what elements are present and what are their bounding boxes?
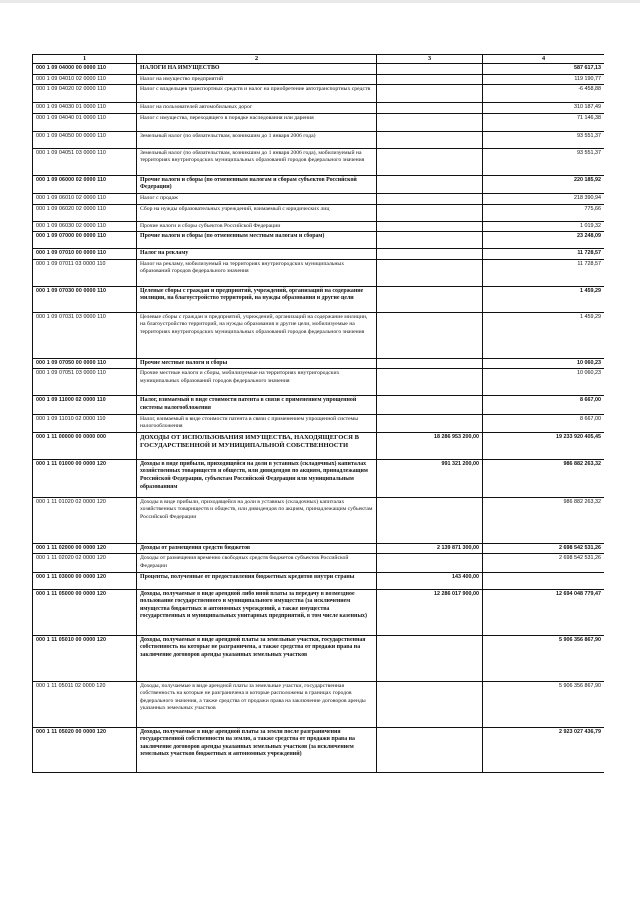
table-row [33,396,605,414]
planned-amount-cell [377,497,483,543]
classification-code-cell: 000 1 11 02000 00 0000 120 [33,543,137,554]
item-name-cell: Целевые сборы с граждан и предприятий, учреждений, организаций на содержание милиции, на благоустройство территорий, на нужды образования и другие цели, мобилизуемые на территориях внутригородских муниципальных образований городов федерального значения [137,312,377,358]
planned-amount-cell [377,681,483,727]
classification-code-cell: 000 1 09 04051 03 0000 110 [33,148,137,175]
classification-code-cell: 000 1 09 07051 03 0000 110 [33,369,137,396]
item-name-cell: Доходы, получаемые в виде арендной платы за земельные участки, государственная собственность на которые не разграничена и которые расположены в границах городов федерального значения, а также средства от продажи права на заключение договоров аренды указанных земельных участков [137,681,377,727]
table-row [33,221,605,232]
classification-code-cell: 000 1 09 04050 00 0000 110 [33,131,137,148]
classification-code-cell: 000 1 09 11010 02 0000 110 [33,414,137,432]
item-name-cell: Доходы, получаемые в виде арендной платы за земли после разграничения государственной собственности на землю, а также средства от продажи права на заключение договоров аренды указанных земельных участков (за исключением земельных участков бюджетных и автономных учреждений) [137,727,377,772]
actual-amount-cell: 1 459,29 [483,286,605,312]
planned-amount-cell [377,635,483,681]
item-name-cell: Прочие местные налоги и сборы, мобилизуемые на территориях внутригородских муниципальных образований городов федерального значения [137,369,377,396]
item-name-cell: Доходы от размещения временно свободных средств бюджетов субъектов Российской Федерации [137,554,377,572]
classification-code-cell: 000 1 11 01000 00 0000 120 [33,459,137,497]
item-name-cell: Прочие налоги и сборы субъектов Российской Федерации [137,221,377,232]
scan-top-edge [0,0,640,3]
planned-amount-cell [377,148,483,175]
planned-amount-cell: 143 400,00 [377,572,483,589]
column-header: 4 [483,55,605,64]
planned-amount-cell [377,64,483,75]
actual-amount-cell: -6 458,88 [483,85,605,103]
planned-amount-cell [377,175,483,193]
planned-amount-cell [377,396,483,414]
classification-code-cell: 000 1 09 04030 01 0000 110 [33,103,137,114]
item-name-cell: Целевые сборы с граждан и предприятий, учреждений, организаций на содержание милиции, на благоустройство территорий, на нужды образования и другие цели [137,286,377,312]
planned-amount-cell [377,85,483,103]
table-row [33,497,605,543]
actual-amount-cell: 2 698 542 531,26 [483,554,605,572]
item-name-cell: НАЛОГИ НА ИМУЩЕСТВО [137,64,377,75]
table-row [33,432,605,459]
classification-code-cell: 000 1 11 02020 02 0000 120 [33,554,137,572]
actual-amount-cell: 8 667,00 [483,396,605,414]
planned-amount-cell [377,369,483,396]
column-header: 1 [33,55,137,64]
classification-code-cell: 000 1 11 05011 02 0000 120 [33,681,137,727]
table-row [33,589,605,635]
table-row [33,85,605,103]
item-name-cell: Налог на рекламу [137,249,377,260]
actual-amount-cell: 2 698 542 531,26 [483,543,605,554]
classification-code-cell: 000 1 09 07050 00 0000 110 [33,358,137,369]
table-row [33,232,605,249]
planned-amount-cell: 18 286 953 200,00 [377,432,483,459]
table-row [33,358,605,369]
actual-amount-cell: 986 882 263,32 [483,497,605,543]
actual-amount-cell: 12 694 048 779,47 [483,589,605,635]
actual-amount-cell: 23 248,09 [483,232,605,249]
actual-amount-cell: 775,66 [483,204,605,221]
planned-amount-cell [377,74,483,85]
item-name-cell: Земельный налог (по обязательствам, возникшим до 1 января 2006 года), мобилизуемый на территориях внутригородских муниципальных образований городов федерального значения [137,148,377,175]
table-row [33,259,605,286]
actual-amount-cell: 1 019,32 [483,221,605,232]
item-name-cell: Земельный налог (по обязательствам, возникшим до 1 января 2006 года) [137,131,377,148]
item-name-cell: Налог с продаж [137,193,377,204]
table-row [33,286,605,312]
planned-amount-cell [377,312,483,358]
actual-amount-cell: 310 187,49 [483,103,605,114]
planned-amount-cell: 12 286 017 900,00 [377,589,483,635]
table-row [33,543,605,554]
table-row [33,635,605,681]
table-row [33,554,605,572]
item-name-cell: Прочие местные налоги и сборы [137,358,377,369]
table-row [33,64,605,75]
actual-amount-cell: 11 728,57 [483,259,605,286]
planned-amount-cell [377,414,483,432]
table-row [33,193,605,204]
item-name-cell: Прочие налоги и сборы (по отмененным налогам и сборам субъектов Российской Федерации) [137,175,377,193]
classification-code-cell: 000 1 09 06020 02 0000 110 [33,204,137,221]
item-name-cell: Налог на имущество предприятий [137,74,377,85]
item-name-cell: Доходы в виде прибыли, приходящейся на доли в уставных (складочных) капиталах хозяйственных товариществ и обществ, или дивидендов по акциям, принадлежащим субъектам Российской Федерации [137,497,377,543]
actual-amount-cell: 93 551,37 [483,148,605,175]
table-row [33,369,605,396]
table-row [33,103,605,114]
classification-code-cell: 000 1 09 07030 00 0000 110 [33,286,137,312]
planned-amount-cell [377,221,483,232]
planned-amount-cell [377,204,483,221]
item-name-cell: Налог на рекламу, мобилизуемый на территориях внутригородских муниципальных образований городов федерального значения [137,259,377,286]
classification-code-cell: 000 1 09 06010 02 0000 110 [33,193,137,204]
planned-amount-cell [377,131,483,148]
classification-code-cell: 000 1 09 04000 00 0000 110 [33,64,137,75]
actual-amount-cell: 5 906 356 867,90 [483,635,605,681]
classification-code-cell: 000 1 11 00000 00 0000 000 [33,432,137,459]
actual-amount-cell: 2 923 027 436,79 [483,727,605,772]
item-name-cell: Проценты, полученные от предоставления бюджетных кредитов внутри страны [137,572,377,589]
actual-amount-cell: 119 190,77 [483,74,605,85]
actual-amount-cell: 19 233 920 405,45 [483,432,605,459]
column-number-row [33,55,605,64]
revenue-table [32,54,604,773]
actual-amount-cell: 5 906 356 867,90 [483,681,605,727]
classification-code-cell: 000 1 09 07010 00 0000 110 [33,249,137,260]
classification-code-cell: 000 1 11 01020 02 0000 120 [33,497,137,543]
actual-amount-cell: 10 060,23 [483,358,605,369]
classification-code-cell: 000 1 11 05000 00 0000 120 [33,589,137,635]
classification-code-cell: 000 1 11 03000 00 0000 120 [33,572,137,589]
planned-amount-cell: 2 139 871 300,00 [377,543,483,554]
item-name-cell: Налог, взимаемый в виде стоимости патента в связи с применением упрощенной системы налогообложения [137,396,377,414]
planned-amount-cell [377,554,483,572]
actual-amount-cell [483,572,605,589]
actual-amount-cell: 93 551,37 [483,131,605,148]
actual-amount-cell: 8 667,00 [483,414,605,432]
planned-amount-cell [377,259,483,286]
planned-amount-cell [377,193,483,204]
table-row [33,312,605,358]
table-row [33,148,605,175]
table-row [33,113,605,131]
planned-amount-cell [377,232,483,249]
classification-code-cell: 000 1 09 07031 03 0000 110 [33,312,137,358]
classification-code-cell: 000 1 09 04010 02 0000 110 [33,74,137,85]
actual-amount-cell: 986 882 263,32 [483,459,605,497]
classification-code-cell: 000 1 09 04040 01 0000 110 [33,113,137,131]
item-name-cell: Налог с владельцев транспортных средств и налог на приобретение автотранспортных средств [137,85,377,103]
table-row [33,572,605,589]
item-name-cell: ДОХОДЫ ОТ ИСПОЛЬЗОВАНИЯ ИМУЩЕСТВА, НАХОДЯЩЕГОСЯ В ГОСУДАРСТВЕННОЙ И МУНИЦИПАЛЬНОЙ СОБСТВЕННОСТИ [137,432,377,459]
planned-amount-cell [377,727,483,772]
table-row [33,414,605,432]
classification-code-cell: 000 1 11 05020 00 0000 120 [33,727,137,772]
classification-code-cell: 000 1 09 06000 02 0000 110 [33,175,137,193]
item-name-cell: Налог с имущества, переходящего в порядке наследования или дарения [137,113,377,131]
table-row [33,727,605,772]
item-name-cell: Налог на пользователей автомобильных дорог [137,103,377,114]
planned-amount-cell [377,113,483,131]
classification-code-cell: 000 1 09 11000 02 0000 110 [33,396,137,414]
item-name-cell: Прочие налоги и сборы (по отмененным местным налогам и сборам) [137,232,377,249]
column-header: 2 [137,55,377,64]
item-name-cell: Сбор на нужды образовательных учреждений, взимаемый с юридических лиц [137,204,377,221]
table-row [33,204,605,221]
table-row [33,681,605,727]
classification-code-cell: 000 1 09 04020 02 0000 110 [33,85,137,103]
revenue-table-container [32,54,604,837]
actual-amount-cell: 587 617,13 [483,64,605,75]
actual-amount-cell: 71 146,38 [483,113,605,131]
item-name-cell: Доходы от размещения средств бюджетов [137,543,377,554]
item-name-cell: Налог, взимаемый в виде стоимости патента в связи с применением упрощенной системы налогообложения [137,414,377,432]
classification-code-cell: 000 1 09 07011 03 0000 110 [33,259,137,286]
item-name-cell: Доходы в виде прибыли, приходящейся на доли в уставных (складочных) капиталах хозяйственных товариществ и обществ, или дивидендов по акциям, принадлежащим Российской Федерации, субъектам Российской Федерации или муниципальным образованиям [137,459,377,497]
planned-amount-cell: 991 321 200,00 [377,459,483,497]
classification-code-cell: 000 1 09 07000 00 0000 110 [33,232,137,249]
table-row [33,74,605,85]
actual-amount-cell: 10 060,23 [483,369,605,396]
planned-amount-cell [377,103,483,114]
column-header: 3 [377,55,483,64]
item-name-cell: Доходы, получаемые в виде арендной либо иной платы за передачу в возмездное пользование государственного и муниципального имущества (за исключением имущества бюджетных и автономных учреждений, а также имущества государственных и муниципальных унитарных предприятий, в том числе казенных) [137,589,377,635]
classification-code-cell: 000 1 09 06030 02 0000 110 [33,221,137,232]
actual-amount-cell: 220 185,92 [483,175,605,193]
table-row [33,459,605,497]
planned-amount-cell [377,286,483,312]
actual-amount-cell: 11 728,57 [483,249,605,260]
classification-code-cell: 000 1 11 05010 00 0000 120 [33,635,137,681]
table-row [33,131,605,148]
actual-amount-cell: 218 390,94 [483,193,605,204]
item-name-cell: Доходы, получаемые в виде арендной платы за земельные участки, государственная собственность на которые не разграничена, а также средства от продажи права на заключение договоров аренды указанных земельных участков [137,635,377,681]
table-row [33,175,605,193]
planned-amount-cell [377,358,483,369]
actual-amount-cell: 1 459,29 [483,312,605,358]
planned-amount-cell [377,249,483,260]
table-row [33,249,605,260]
